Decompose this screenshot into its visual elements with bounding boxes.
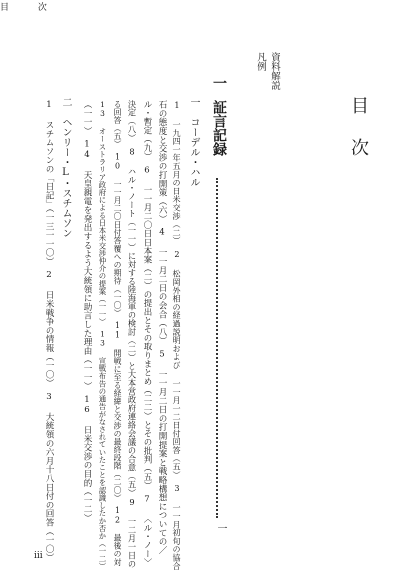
chapter-page: 一	[215, 523, 226, 533]
leader-dots	[216, 178, 218, 518]
running-head	[0, 0, 407, 13]
front-matter-legend: 凡例	[255, 52, 266, 71]
section-heading-2: 二 ヘンリー・L・スチムソン	[60, 97, 71, 238]
toc-line: ル・暫定（九） 6 一一月二〇日日本案（二）の提出とその取りまとめ（二二）とその批判（五） 7 〈ル・ノー〉	[142, 100, 152, 567]
toc-line: 1 一九四一年五月の日米交渉（二） 2 松岡外相の経過説明および 一一月一二日付回答（五） 3 一一月初旬の協合	[172, 100, 182, 570]
toc-line: 決定（八） 8 ハル・ノート（一一）に対する陸海軍の検討（二）と大本営政府連絡会議の合意（五）9 一二月一日の	[127, 100, 137, 569]
running-head-left: 目	[0, 3, 10, 13]
chapter-title: 証言記録	[211, 100, 227, 156]
page-title: 目次	[348, 96, 369, 180]
toc-line: 1 スチムソンの「日記」（一三一一〇） 2 日米戦争の情報（一〇） 3 大統領の六月十八日付の回答（一〇）	[44, 100, 54, 562]
toc-line: （一一） 14 天皇親電を発出するよう大統領に助言した理由（一一） 16 日米交渉の目的（一二）	[82, 100, 92, 523]
front-matter-commentary: 資料解説	[269, 52, 280, 90]
toc-line: る回答（五） 10 一一月二〇日付答覆への期待（一〇） 11 開戦に至る経緯と交渉の最終段階（二〇） 12 最後の対	[113, 100, 122, 566]
chapter-number: 一	[211, 76, 227, 90]
page-folio: iii	[34, 551, 43, 561]
toc-line: 石の態度と交渉の打開策（六） 4 一一月二日の会合（八） 5 一一月二日の打開提案と戦略構想についての／	[157, 100, 167, 555]
running-head-right: 次	[37, 3, 47, 13]
toc-line: 13 オーストラリア政府による日本米交渉仲介の提案（一一） 13 宣戦布告の通告がなされていたことを認識したか否か（一二）	[98, 100, 107, 571]
section-heading-1: 一 コーデル・ハル	[188, 97, 199, 187]
